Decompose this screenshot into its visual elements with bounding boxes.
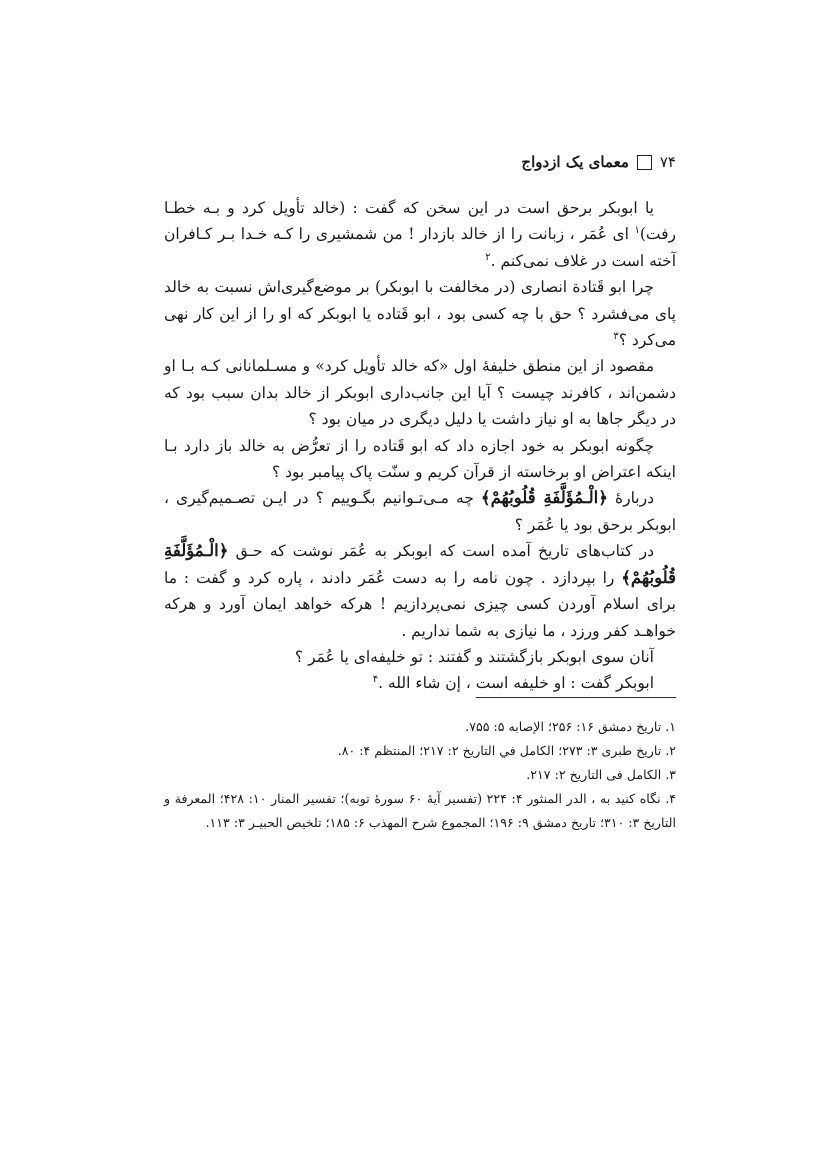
main-text	[164, 195, 676, 697]
paragraph-text: چگونه ابوبکر به خود اجازه داد که ابو قَتاده را از تعرُّض به خالد باز دارد بـا اینکه اعتراض او برخاسته از قرآن کریم و سنّت پاک پیامبر بود ؟	[164, 436, 676, 482]
quran-quote: ﴿الْـمُؤَلَّفَةِ قُلُوبُهُمْ﴾	[164, 541, 676, 587]
paragraph-1	[164, 195, 676, 274]
footnote-ref: ۴	[372, 674, 379, 686]
footnotes	[164, 715, 676, 835]
paragraph-text: در کتاب‌های تاریخ آمده است که ابوبکر به عُمَر نوشت که حـق	[228, 542, 654, 561]
book-title: معمای یک ازدواج	[521, 153, 629, 171]
footnote-ref: ۱	[634, 225, 640, 237]
paragraph-text: ای عُمَر ، زبانت را از خالد بازدار ! من شمشیری را کـه خـدا بـر کـافران آخته است در غلاف نمی‌کنم .	[164, 225, 676, 270]
paragraph-5	[164, 485, 676, 538]
footnote-divider	[476, 697, 676, 698]
paragraph-6	[164, 538, 676, 644]
footnote-item: ۳. الکامل فی التاریخ ۲: ۲۱۷.	[526, 767, 676, 782]
footnote-item: ۴. نگاه کنید به ، الدر المنثور ۴: ۲۲۴ (تفسیر آیهٔ ۶۰ سورهٔ توبه)؛ تفسیر المنار ۱۰: ۴۲۸؛ المعرفة و التاریخ ۳: ۳۱۰؛ تاریخ دمشق ۹: ۱۹۶؛ المجموع شرح المهذب ۶: ۱۸۵؛ تلخیص الحبیـر ۳: ۱۱۳.	[164, 791, 676, 830]
paragraph-text: را بپردازد . چون نامه را به دست عُمَر دادند ، پاره کرد و گفت : ما برای اسلام آوردن کسی چیزی نمی‌پردازیم ! هرکه خواهد ایمان آورد و هرکه خواهـد کفر ورزد ، ما نیازی به شما نداریم .	[164, 568, 676, 640]
paragraph-text: چرا ابو قَتادة انصاری (در مخالفت با ابوبکر) بر موضع‌گیری‌اش نسبت به خالد پای می‌فشرد ؟ حق با چه کسی بود ، ابو قَتاده یا ابوبکر که او را از این کار نهی می‌کرد ؟	[164, 278, 676, 350]
paragraph-2	[164, 274, 676, 353]
paragraph-text: چه مـی‌تـوانیم بگـوییم ؟ در ایـن تصـمیم‌گیری ، ابوبکر برحق بود یا عُمَر ؟	[164, 489, 676, 534]
paragraph-4	[164, 433, 676, 486]
paragraph-text: دربارهٔ	[607, 489, 654, 508]
running-header	[164, 147, 676, 177]
quran-quote: ﴿الْـمُؤَلَّفَةِ قُلُوبُهُمْ﴾	[480, 488, 608, 508]
page-number: ۷۴	[659, 153, 676, 171]
paragraph-3	[164, 353, 676, 432]
paragraph-text: مقصود از این منطق خلیفهٔ اول «که خالد تأویل کرد» و مسـلمانانی کـه بـا او دشمن‌اند ، کافرند چیست ؟ آیا این جانب‌داری ابوبکر از خالد بدان سبب بود که در دیگر جاها به او نیاز داشت یا دلیل دیگری در میان بود ؟	[164, 357, 676, 429]
paragraph-text: یا ابوبکر برحق است در این سخن که گفت : (خالد تأویل کرد و بـه خطـا رفت)	[164, 199, 676, 244]
footnote-ref: ۳	[613, 330, 619, 342]
footnote-item: ۱. تاریخ دمشق ۱۶: ۲۵۶؛ الإصابه ۵: ۷۵۵.	[465, 719, 676, 734]
paragraph-8	[164, 670, 676, 696]
footnote-item: ۲. تاریخ طبری ۳: ۲۷۳؛ الکامل في التاریخ ۲: ۲۱۷؛ المنتظم ۴: ۸۰.	[337, 743, 676, 758]
square-ornament-icon	[637, 155, 652, 170]
paragraph-7	[164, 644, 676, 670]
paragraph-text: آنان سوی ابوبکر بازگشتند و گفتند : تو خلیفه‌ای یا عُمَر ؟	[294, 647, 654, 666]
paragraph-text: ابوبکر گفت : او خلیفه است ، إن شاء الله .	[378, 674, 654, 693]
footnote-ref: ۲	[485, 251, 491, 263]
